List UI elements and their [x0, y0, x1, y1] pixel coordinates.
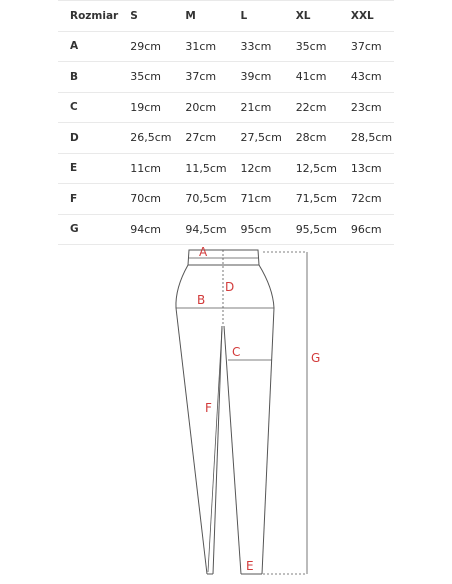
table-cell: 37cm: [173, 62, 228, 93]
table-cell: 94,5cm: [173, 214, 228, 245]
table-cell: 20cm: [173, 92, 228, 123]
inseam-dimension-line: [208, 328, 222, 572]
table-cell: 28cm: [284, 123, 339, 154]
left-hip-outline: [176, 265, 188, 308]
table-cell: 71cm: [229, 184, 284, 215]
table-row: [58, 62, 394, 93]
row-label: E: [58, 153, 118, 184]
right-inseam-outline: [224, 326, 241, 574]
header-size-s: S: [118, 1, 173, 32]
label-a: A: [199, 245, 208, 259]
table-row: [58, 184, 394, 215]
leggings-measurement-diagram: [165, 240, 345, 584]
header-size-m: M: [173, 1, 228, 32]
table-cell: 39cm: [229, 62, 284, 93]
table-cell: 26,5cm: [118, 123, 173, 154]
table-row: [58, 92, 394, 123]
row-label: D: [58, 123, 118, 154]
table-cell: 96cm: [339, 214, 394, 245]
table-cell: 43cm: [339, 62, 394, 93]
table-cell: 35cm: [118, 62, 173, 93]
label-c: C: [232, 345, 241, 359]
table-cell: 35cm: [284, 31, 339, 62]
table-cell: 12cm: [229, 153, 284, 184]
table-row: [58, 123, 394, 154]
leggings-outline-svg: [165, 240, 345, 584]
table-cell: 13cm: [339, 153, 394, 184]
label-d: D: [225, 280, 235, 294]
table-row: [58, 31, 394, 62]
table-cell: 70cm: [118, 184, 173, 215]
table-cell: 11cm: [118, 153, 173, 184]
table-cell: 71,5cm: [284, 184, 339, 215]
table-cell: 11,5cm: [173, 153, 228, 184]
right-hip-outline: [259, 265, 274, 308]
row-label: C: [58, 92, 118, 123]
table-cell: 27cm: [173, 123, 228, 154]
table-cell: 94cm: [118, 214, 173, 245]
row-label: A: [58, 31, 118, 62]
table-cell: 28,5cm: [339, 123, 394, 154]
table-cell: 31cm: [173, 31, 228, 62]
table-cell: 95cm: [229, 214, 284, 245]
header-size-l: L: [229, 1, 284, 32]
table-cell: 23cm: [339, 92, 394, 123]
table-header-row: [58, 1, 394, 32]
header-size-label: Rozmiar: [58, 1, 118, 32]
row-label: G: [58, 214, 118, 245]
table-cell: 29cm: [118, 31, 173, 62]
table-cell: 33cm: [229, 31, 284, 62]
table-cell: 12,5cm: [284, 153, 339, 184]
table-cell: 37cm: [339, 31, 394, 62]
table-cell: 72cm: [339, 184, 394, 215]
header-size-xxl: XXL: [339, 1, 394, 32]
table-cell: 27,5cm: [229, 123, 284, 154]
table-cell: 19cm: [118, 92, 173, 123]
right-outer-leg-outline: [262, 308, 274, 574]
label-b: B: [197, 293, 206, 307]
size-chart-table: [58, 0, 394, 245]
table-cell: 21cm: [229, 92, 284, 123]
left-outer-leg-outline: [176, 308, 207, 574]
label-f: F: [205, 401, 212, 415]
table-cell: 22cm: [284, 92, 339, 123]
row-label: B: [58, 62, 118, 93]
label-g: G: [311, 351, 321, 365]
table-cell: 41cm: [284, 62, 339, 93]
table-row: [58, 153, 394, 184]
label-e: E: [246, 559, 254, 573]
table-cell: 70,5cm: [173, 184, 228, 215]
header-size-xl: XL: [284, 1, 339, 32]
left-inseam-outline: [213, 326, 222, 574]
table-cell: 95,5cm: [284, 214, 339, 245]
row-label: F: [58, 184, 118, 215]
